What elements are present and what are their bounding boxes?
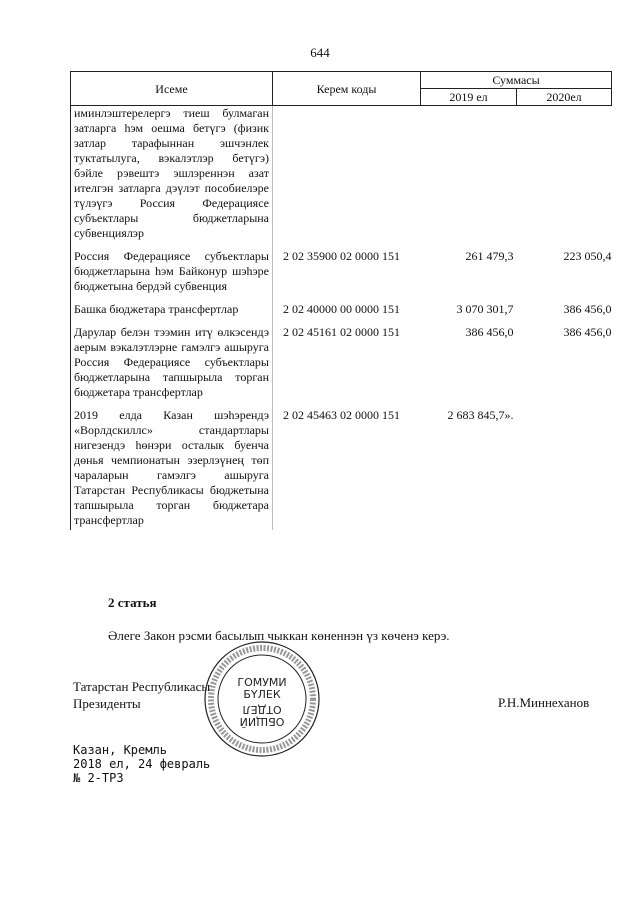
row-name: Башка бюджетара трансфертлар [71,302,273,325]
row-name: Россия Федерациясе субъектлары бюджетларына hэм Байконур шэhэре бюджетына бердэй субвенция [71,249,273,302]
header-sums: Суммасы [421,72,612,89]
stamp-line1: ГОМУМИ [237,676,287,689]
row-value-2020 [517,106,612,250]
article-title: 2 статья [108,595,157,610]
row-value-2019: 2 683 845,7». [447,408,514,422]
table-row [71,408,612,530]
signer-name: Р.Н.Миннеханов [498,695,590,710]
place: Казан, Кремль [73,743,167,757]
row-code: 2 02 35900 02 0000 151 [283,249,400,263]
table-row [71,325,612,408]
table-row [71,302,612,325]
place-date-number [73,743,210,785]
row-value-2019: 261 479,3 [465,249,514,263]
header-row [71,72,612,89]
signer-title-line1: Татарстан Республикасы [73,679,211,694]
table-row [71,106,612,250]
row-value-2020: 386 456,0 [563,302,612,316]
row-value-2019 [421,106,517,250]
stamp-line4: ОБЩИЙ [239,715,285,728]
row-value-2020: 223 050,4 [563,249,612,263]
table-row [71,249,612,302]
header-year-2020: 2020ел [517,89,612,106]
row-value-2019: 3 070 301,7 [456,302,514,316]
row-code: 2 02 45463 02 0000 151 [283,408,400,422]
stamp-line3: ОТДЕЛ [242,703,282,716]
page-number: 644 [310,45,330,60]
header-name: Исеме [71,72,273,106]
row-value-2020: 386 456,0 [563,325,612,339]
row-code: 2 02 45161 02 0000 151 [283,325,400,339]
row-code [273,106,421,250]
row-name: Дарулар белэн тээмин итү өлкэсендэ аерым вэкалэтлэрне гамэлгэ ашыруга Россия Федерациясе субъектлары бюджетларына тапшырыла торган бюджетара трансфертлар [71,325,273,408]
signer-title [73,678,210,712]
header-year-2019: 2019 ел [421,89,517,106]
law-number: № 2-ТРЗ [73,771,124,785]
row-value-2020 [517,408,612,530]
date: 2018 ел, 24 февраль [73,757,211,771]
row-name: иминлэштерелергэ тиеш булмаган затларга hэм оешма бетүгэ (физик затлар тарафыннан эшчэнлек туктатылуга, вэкалэтлэр бетүгэ) бэйле рэвештэ эшлэреннэн азат ителгэн затларга дэүлэт пособиелэре түлэүгэ Россия Федерациясе субъектлары бюджетларына субвенциялэр [71,106,273,250]
row-value-2019: 386 456,0 [465,325,514,339]
budget-table [70,71,612,530]
row-code: 2 02 40000 00 0000 151 [283,302,400,316]
official-stamp [203,640,321,758]
enactment-clause: Әлеге Закон рэсми басылып чыккан көненнэн үз көченэ керэ. [108,628,450,643]
signer-title-line2: Президенты [73,696,141,711]
row-name: 2019 елда Казан шэhэрендэ «Ворлдскиллс» стандартлары нигезендэ hөнэри осталык буенча дөнья чемпионатын эзерлэүнең төп чараларын гамэлгэ ашыруга Татарстан Республикасы бюджетына тапшырыла торган бюджетара трансфертлар [71,408,273,530]
stamp-line2: БҮЛЕК [243,688,281,701]
header-code: Керем коды [273,72,421,106]
